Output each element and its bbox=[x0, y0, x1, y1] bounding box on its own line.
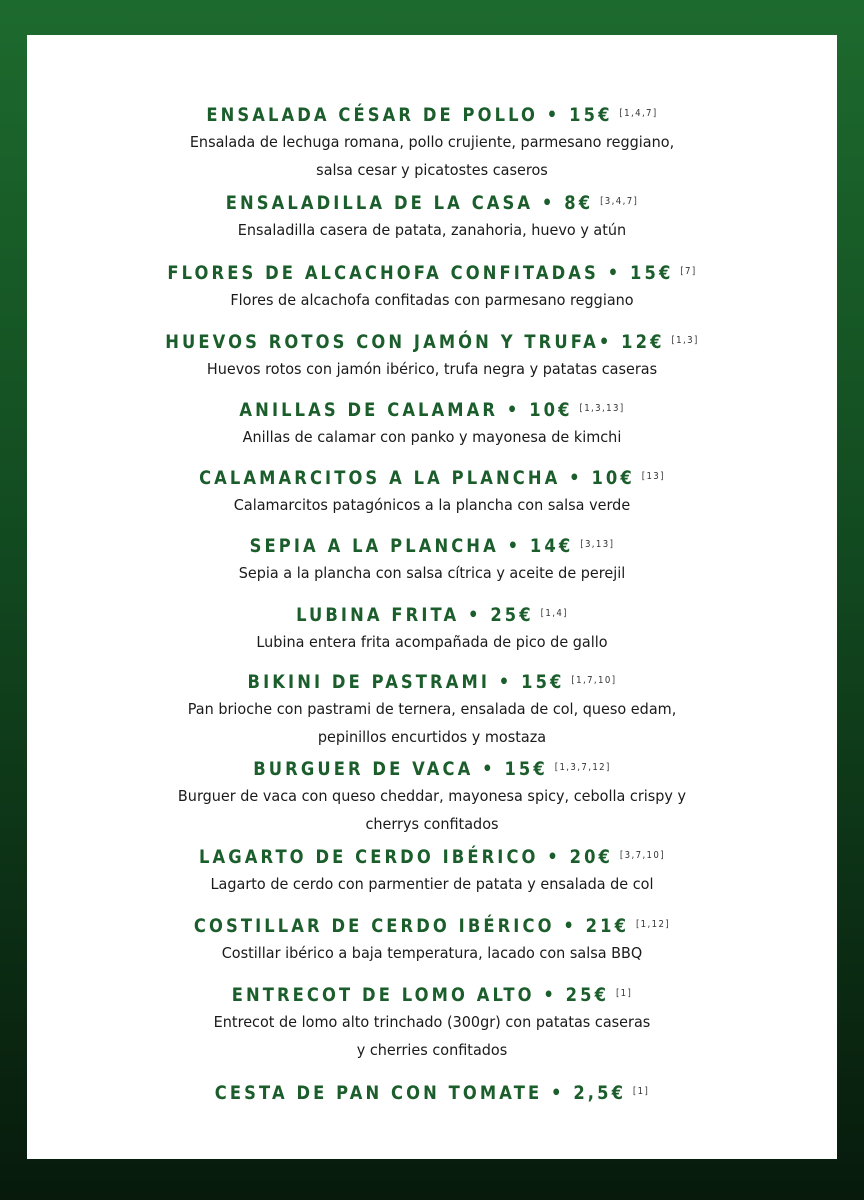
item-title: BURGUER DE VACA • 15€ [1,3,7,12] bbox=[253, 758, 611, 780]
item-description: cherrys confitados bbox=[365, 815, 499, 833]
allergens: [7] bbox=[680, 266, 697, 277]
allergens: [1,3,13] bbox=[579, 403, 625, 414]
item-description: Entrecot de lomo alto trinchado (300gr) con patatas caseras bbox=[213, 1013, 651, 1031]
allergens: [3,4,7] bbox=[600, 196, 639, 207]
allergens: [1] bbox=[632, 1086, 650, 1097]
item-description: Lagarto de cerdo con parmentier de patata y ensalada de col bbox=[210, 875, 654, 893]
item-description: Anillas de calamar con panko y mayonesa de kimchi bbox=[242, 428, 622, 446]
menu-item bbox=[27, 1079, 837, 1106]
menu-item bbox=[27, 464, 837, 519]
menu-item bbox=[27, 328, 837, 383]
allergens: [13] bbox=[641, 471, 665, 482]
item-description: Costillar ibérico a baja temperatura, lacado con salsa BBQ bbox=[221, 944, 643, 962]
item-description: Sepia a la plancha con salsa cítrica y aceite de perejil bbox=[238, 564, 626, 582]
item-title: ENSALADA CÉSAR DE POLLO • 15€ [1,4,7] bbox=[206, 104, 658, 126]
menu-item bbox=[27, 532, 837, 587]
allergens: [1,3,7,12] bbox=[554, 762, 611, 773]
item-title: CESTA DE PAN CON TOMATE • 2,5€ [1] bbox=[214, 1082, 650, 1104]
item-title: ENTRECOT DE LOMO ALTO • 25€ [1] bbox=[231, 984, 633, 1006]
item-title: CALAMARCITOS A LA PLANCHA • 10€ [13] bbox=[199, 467, 665, 489]
item-description: y cherries confitados bbox=[356, 1041, 508, 1059]
menu-item bbox=[27, 101, 837, 184]
allergens: [1,3] bbox=[671, 335, 699, 346]
menu-item bbox=[27, 189, 837, 244]
menu-item bbox=[27, 668, 837, 751]
item-description: Calamarcitos patagónicos a la plancha con salsa verde bbox=[233, 496, 631, 514]
item-title: BIKINI DE PASTRAMI • 15€ [1,7,10] bbox=[247, 671, 617, 693]
menu-item bbox=[27, 912, 837, 967]
item-description: Ensalada de lechuga romana, pollo crujiente, parmesano reggiano, bbox=[189, 133, 675, 151]
item-description: pepinillos encurtidos y mostaza bbox=[317, 728, 547, 746]
menu-item bbox=[27, 396, 837, 451]
allergens: [3,13] bbox=[580, 539, 615, 550]
item-description: Pan brioche con pastrami de ternera, ensalada de col, queso edam, bbox=[187, 700, 677, 718]
menu-item bbox=[27, 755, 837, 838]
item-title: COSTILLAR DE CERDO IBÉRICO • 21€ [1,12] bbox=[193, 915, 671, 937]
item-title: FLORES DE ALCACHOFA CONFITADAS • 15€ [7] bbox=[167, 262, 697, 284]
item-title: ANILLAS DE CALAMAR • 10€ [1,3,13] bbox=[239, 399, 625, 421]
item-description: Ensaladilla casera de patata, zanahoria, huevo y atún bbox=[237, 221, 627, 239]
item-title: HUEVOS ROTOS CON JAMÓN Y TRUFA• 12€ [1,3] bbox=[165, 331, 699, 353]
allergens: [1,12] bbox=[635, 919, 671, 930]
allergens: [3,7,10] bbox=[619, 850, 665, 861]
item-title: ENSALADILLA DE LA CASA • 8€ [3,4,7] bbox=[225, 192, 639, 214]
item-description: Huevos rotos con jamón ibérico, trufa negra y patatas caseras bbox=[206, 360, 658, 378]
menu-item bbox=[27, 601, 837, 656]
item-title: LAGARTO DE CERDO IBÉRICO • 20€ [3,7,10] bbox=[198, 846, 665, 868]
item-description: Burguer de vaca con queso cheddar, mayonesa spicy, cebolla crispy y bbox=[177, 787, 687, 805]
menu-page bbox=[27, 35, 837, 1159]
allergens: [1] bbox=[615, 988, 633, 999]
menu-item bbox=[27, 981, 837, 1064]
allergens: [1,4] bbox=[540, 608, 568, 619]
item-title: SEPIA A LA PLANCHA • 14€ [3,13] bbox=[249, 535, 615, 557]
menu-item bbox=[27, 843, 837, 898]
allergens: [1,7,10] bbox=[571, 675, 617, 686]
item-description: Flores de alcachofa confitadas con parmesano reggiano bbox=[230, 291, 634, 309]
allergens: [1,4,7] bbox=[619, 108, 658, 119]
menu-item bbox=[27, 259, 837, 314]
item-title: LUBINA FRITA • 25€ [1,4] bbox=[296, 604, 568, 626]
item-description: salsa cesar y picatostes caseros bbox=[316, 161, 548, 179]
item-description: Lubina entera frita acompañada de pico de gallo bbox=[256, 633, 608, 651]
